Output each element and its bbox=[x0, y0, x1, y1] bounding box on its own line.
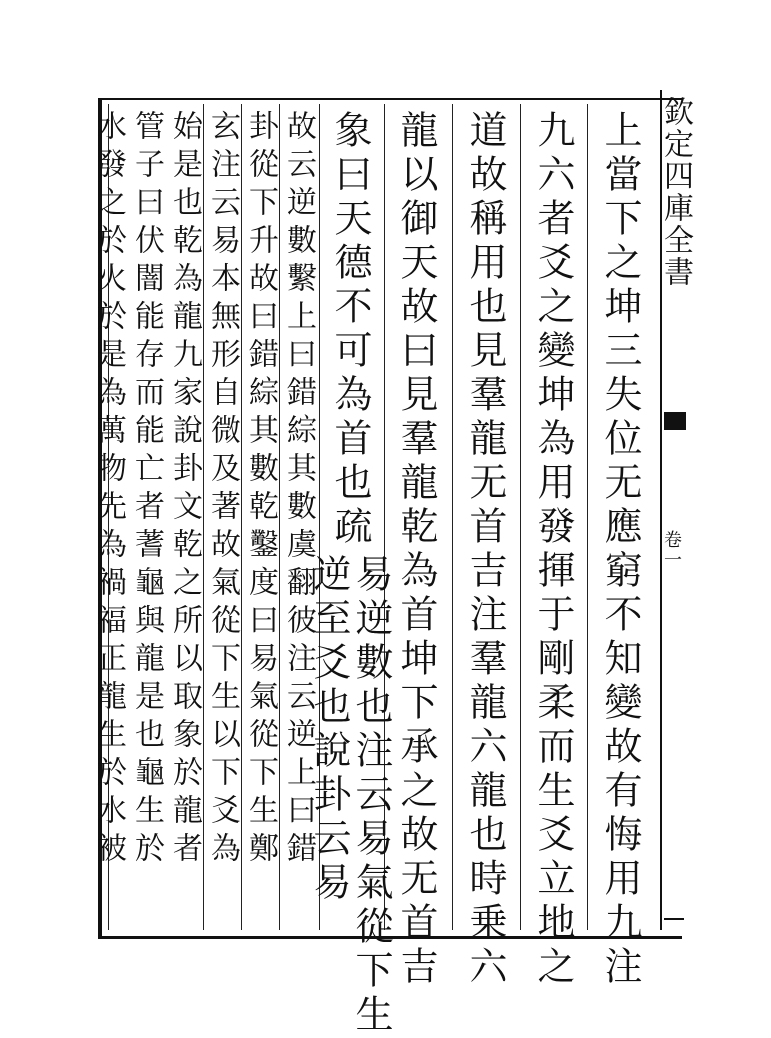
fish-tail-mark bbox=[664, 412, 686, 430]
annotation-line: 逆至爻也說卦云易 bbox=[307, 554, 351, 906]
text-column bbox=[202, 110, 242, 870]
annotation-pair bbox=[307, 554, 393, 1038]
column-text: 九六者爻之變坤為用發揮于剛柔而生爻立地之 bbox=[531, 110, 575, 990]
edge-foot-mark bbox=[664, 918, 684, 920]
text-column bbox=[394, 110, 438, 990]
text-column bbox=[88, 110, 128, 870]
book-title: 欽定四庫全書 bbox=[658, 96, 693, 288]
text-column bbox=[240, 110, 280, 870]
column-text: 玄注云易本無形自微及著故氣從下生以下爻為 bbox=[205, 110, 240, 870]
column-text: 始是也乾為龍九家說卦文乾之所以取象於龍者 bbox=[167, 110, 202, 870]
text-column bbox=[278, 110, 318, 870]
column-text: 卦從下升故曰錯綜其數乾鑿度曰易氣從下生鄭 bbox=[243, 110, 278, 870]
column-text: 龍以御天故曰見羣龍乾為首坤下承之故无首吉 bbox=[394, 110, 438, 990]
column-rule bbox=[520, 104, 521, 930]
column-rule bbox=[452, 104, 453, 930]
text-column bbox=[531, 110, 575, 990]
column-rule bbox=[587, 104, 588, 930]
text-column bbox=[126, 110, 166, 870]
column-text: 故云逆數繫上曰錯綜其數虞翻彼注云逆上曰錯 bbox=[281, 110, 316, 870]
column-text: 水發之於火於是為萬物先為禍福正龍生於水被 bbox=[91, 110, 126, 870]
column-text: 管子曰伏闇能存而能亡者蓍龜與龍是也龜生於 bbox=[129, 110, 164, 870]
page-edge-margin bbox=[658, 90, 693, 930]
text-column bbox=[164, 110, 204, 870]
text-column bbox=[598, 110, 642, 990]
column-text: 象曰天德不可為首也疏 bbox=[328, 110, 372, 550]
column-text: 道故稱用也見羣龍无首吉注羣龍六龍也時乗六 bbox=[463, 110, 507, 990]
annotation-line: 易逆數也注云易氣從下生 bbox=[349, 554, 393, 1038]
text-column bbox=[307, 110, 393, 1038]
text-column bbox=[463, 110, 507, 990]
volume-label: 卷一 bbox=[661, 530, 682, 570]
column-text: 上當下之坤三失位无應窮不知變故有悔用九注 bbox=[598, 110, 642, 990]
